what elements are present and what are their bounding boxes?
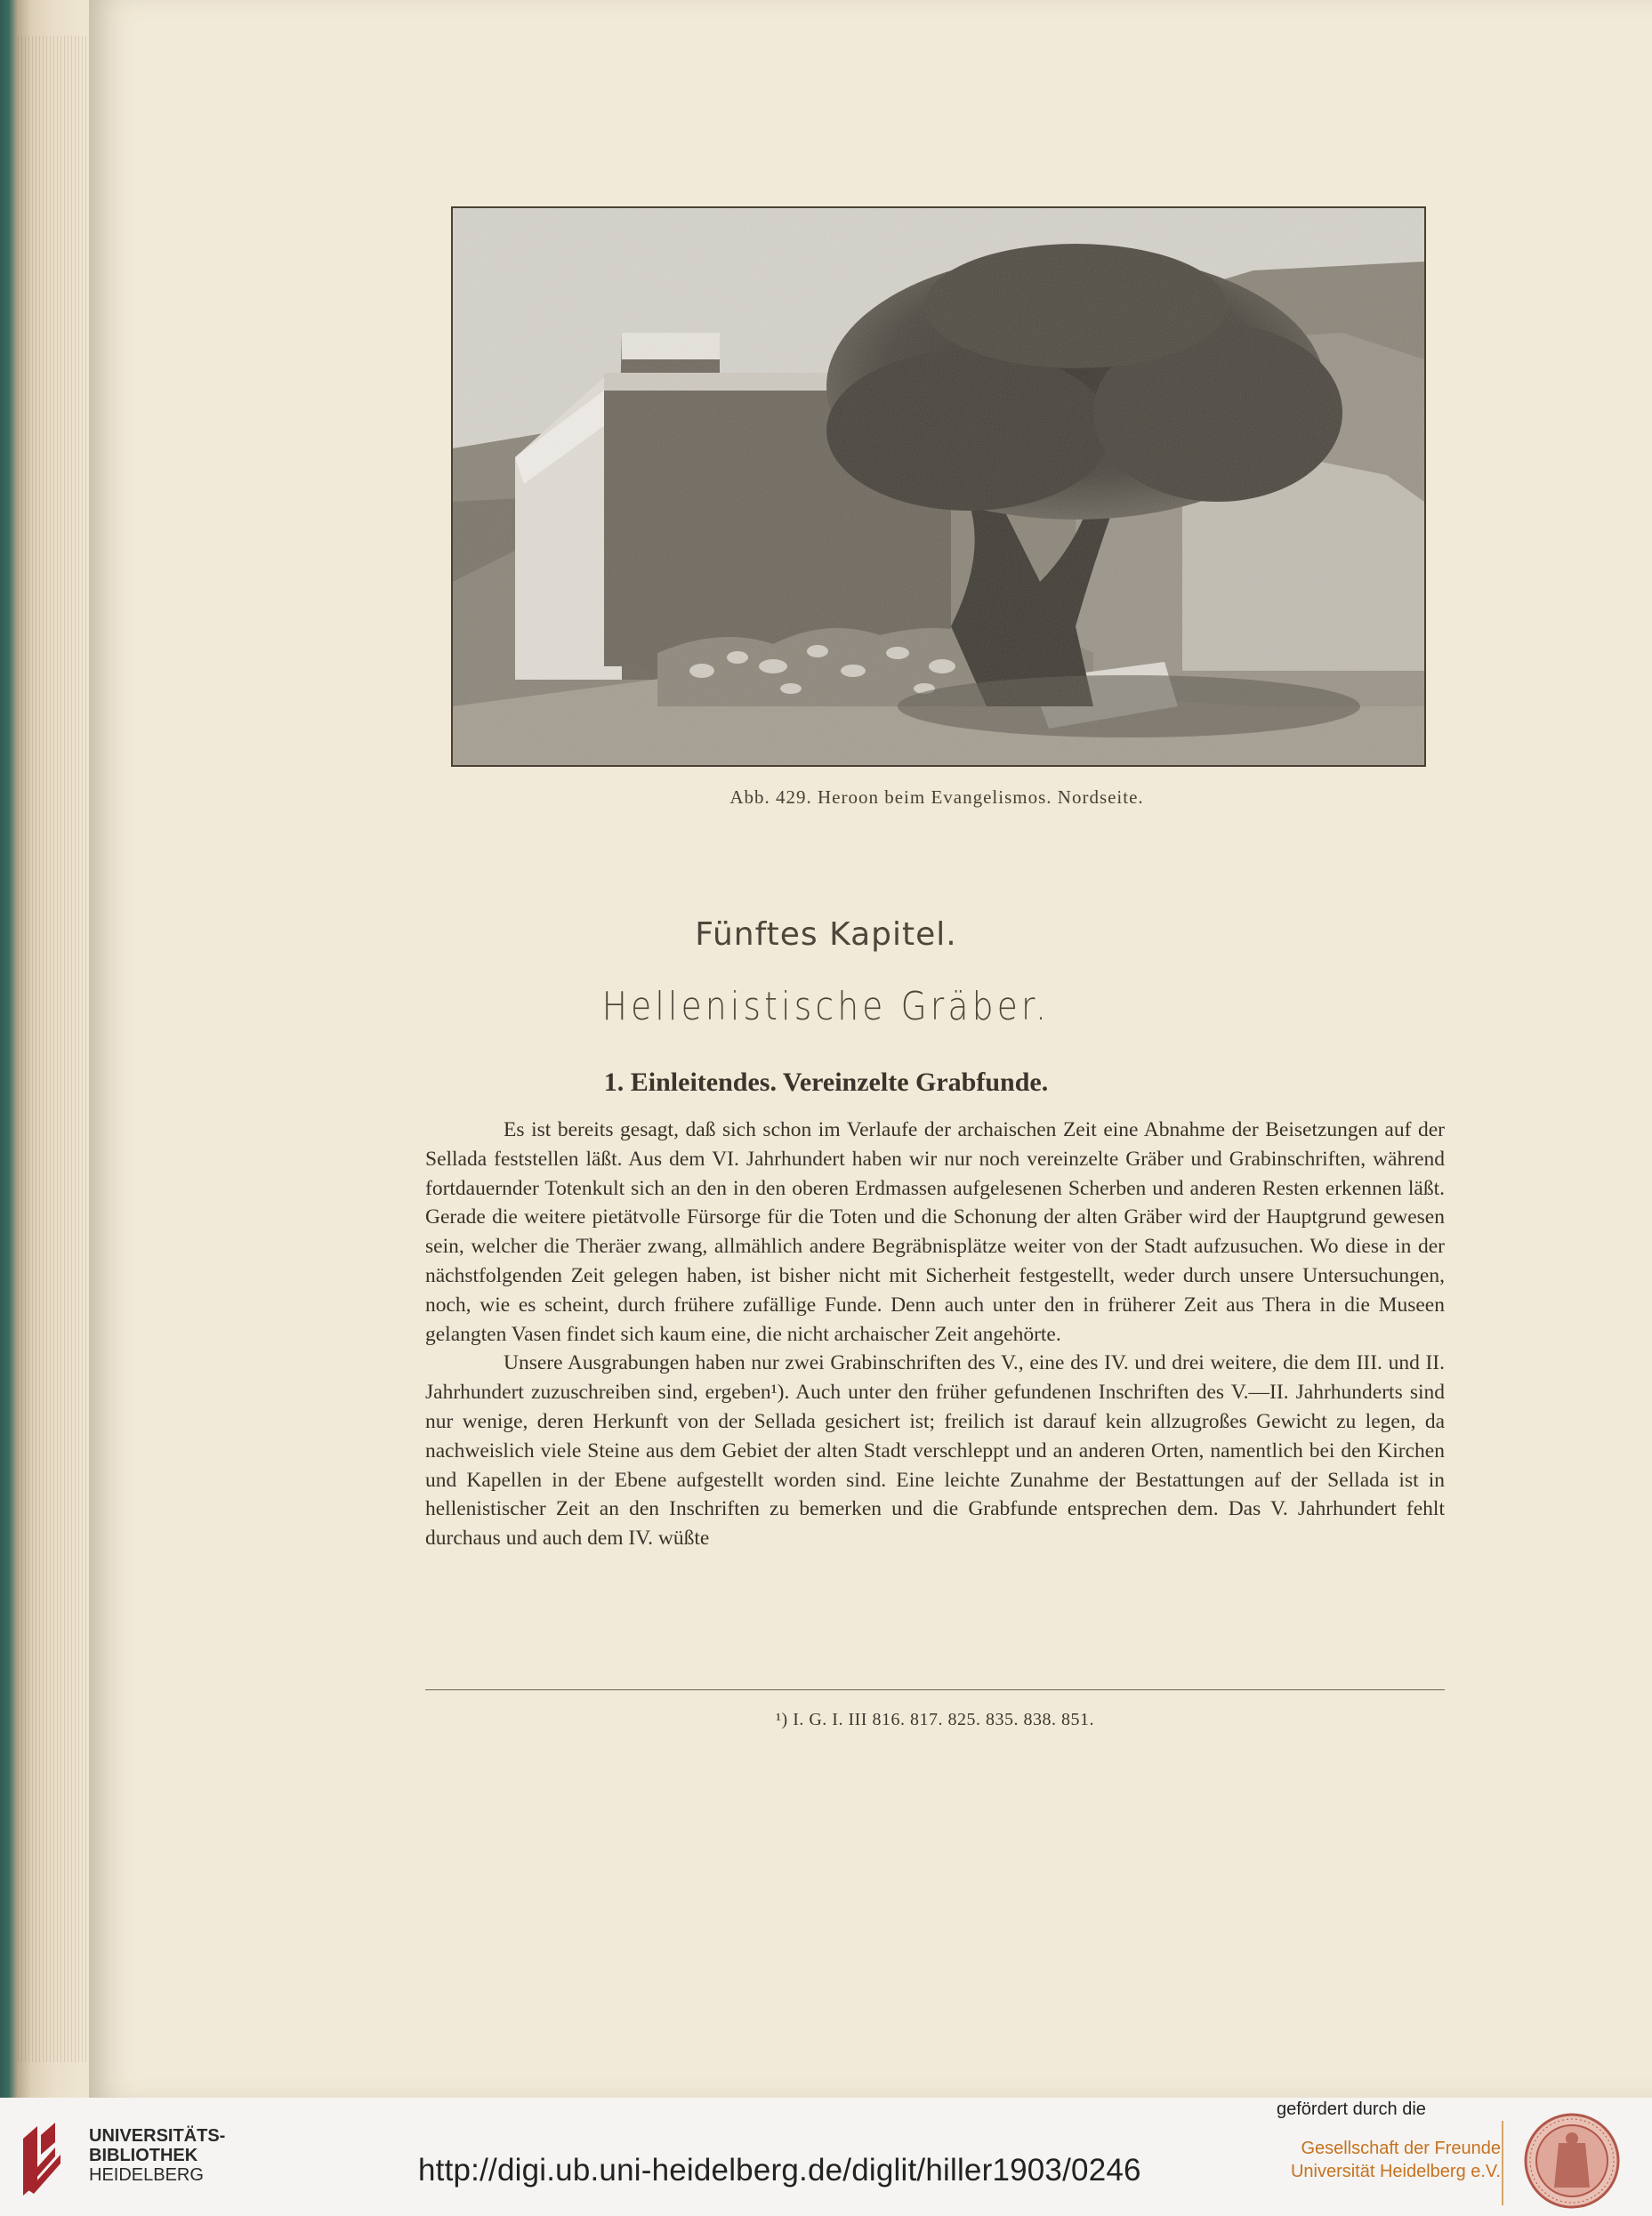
library-name: UNIVERSITÄTS- BIBLIOTHEK HEIDELBERG: [89, 2126, 226, 2185]
body-text: [425, 1116, 1445, 1553]
section-heading: 1. Einleitendes. Vereinzelte Grabfunde.: [603, 1068, 1049, 1097]
sponsor-name: Gesellschaft der Freunde Universität Heidelberg e.V.: [1290, 2139, 1501, 2181]
sponsor-label: gefördert durch die: [1277, 2099, 1426, 2119]
figure-photo-heroon: [451, 206, 1426, 767]
figure-caption: Abb. 429. Heroon beim Evangelismos. Nordseite.: [729, 786, 1144, 808]
library-book-logo-icon: [20, 2121, 77, 2197]
permalink-url[interactable]: http://digi.ub.uni-heidelberg.de/diglit/hiller1903/0246: [418, 2153, 1141, 2188]
chapter-number: Fünftes Kapitel.: [695, 916, 957, 953]
chapter-title: Hellenistische Gräber.: [601, 984, 1051, 1029]
paragraph: Unsere Ausgrabungen haben nur zwei Grabinschriften des V., eine des IV. und drei weitere, die dem III. und II. Jahrhundert zuzuschreiben sind, ergeben¹). Auch unter den früher gefundenen Inschriften des V.—II. Jahrhunderts sind nur wenige, deren Herkunft von der Sellada gesichert ist; freilich ist darauf kein allzugroßes Gewicht zu legen, da nachweislich viele Steine aus dem Gebiet der alten Stadt verschleppt und an anderen Orten, namentlich bei den Kirchen und Kapellen in der Ebene aufgestellt worden sind. Eine leichte Zunahme der Bestattungen auf der Sellada ist in hellenistischer Zeit an den Inschriften zu bemerken und die Grabfunde entsprechen dem. Das V. Jahrhundert fehlt durchaus und auch dem IV. wüßte: [425, 1351, 1445, 1551]
footnote-rule: [425, 1689, 1445, 1690]
paragraph: Es ist bereits gesagt, daß sich schon im Verlaufe der archaischen Zeit eine Abnahme der Beisetzungen auf der Sellada feststellen läßt. Aus dem VI. Jahrhundert haben wir nur noch vereinzelte Gräber und Grabinschriften, während fortdauernder Totenkult sich an den in den oberen Erdmassen aufgelesenen Scherben und anderen Resten erkennen läßt. Gerade die weitere pietätvolle Fürsorge für die Toten und die Schonung der alten Gräber wird der Hauptgrund gewesen sein, welcher die Theräer zwang, allmählich andere Begräbnisplätze weiter von der Stadt aufzusuchen. Wo diese in der nächstfolgenden Zeit gelegen haben, ist bisher nicht mit Sicherheit festgestellt, weder durch unsere Untersuchungen, noch, wie es scheint, durch frühere zufällige Funde. Denn auch unter den in früherer Zeit aus Thera in die Museen gelangten Vasen findet sich kaum eine, die nicht archaischer Zeit angehörte.: [425, 1118, 1445, 1346]
digitization-banner: [0, 2098, 1652, 2216]
footnote: ¹) I. G. I. III 816. 817. 825. 835. 838. 851.: [776, 1710, 1094, 1729]
university-seal-icon: [1523, 2112, 1621, 2210]
banner-divider: [1502, 2121, 1503, 2205]
